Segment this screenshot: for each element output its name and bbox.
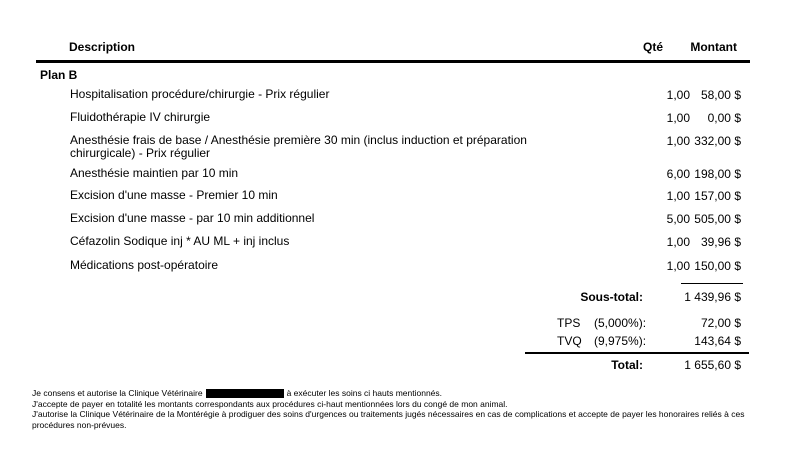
consent-line-1-start: Je consens et autorise la Clinique Vétérinaire (32, 388, 203, 398)
item-qty: 1,00 (666, 88, 690, 102)
item-description: Excision d'une masse - Premier 10 min (70, 188, 278, 202)
consent-line-1-end: à exécuter les soins ci hauts mentionnés. (286, 388, 443, 398)
item-amount: 505,00 $ (694, 212, 741, 226)
consent-line-3: J'autorise la Clinique Vétérinaire de la Montérégie à prodiguer des soins d'urgences ou traitements jugés nécessaires en cas de complications et accepte de payer les honoraires reliés à ces procédures non-prévues. (32, 409, 745, 430)
item-description: Céfazolin Sodique inj * AU ML + inj inclus (70, 234, 290, 248)
item-description: Médications post-opératoire (70, 258, 219, 272)
item-description: Hospitalisation procédure/chirurgie - Prix régulier (70, 87, 330, 101)
item-description: Anesthésie frais de base / Anesthésie première 30 min (inclus induction et préparation chirurgicale) - Prix régulier (70, 133, 527, 160)
item-qty: 1,00 (666, 189, 690, 203)
item-amount: 58,00 $ (700, 88, 741, 102)
item-qty: 1,00 (666, 259, 690, 273)
total-label: Total: (611, 358, 643, 372)
item-qty: 6,00 (666, 167, 690, 181)
item-qty: 1,00 (666, 134, 690, 148)
item-amount: 0,00 $ (707, 111, 741, 125)
tvq-rate: (9,975%): (594, 334, 647, 348)
item-description: Anesthésie maintien par 10 min (70, 166, 239, 180)
subtotal-rule (681, 283, 743, 284)
item-amount: 198,00 $ (694, 167, 741, 181)
item-qty: 1,00 (666, 235, 690, 249)
item-amount: 332,00 $ (694, 134, 741, 148)
subtotal-amount: 1 439,96 $ (684, 290, 741, 304)
tps-amount: 72,00 $ (700, 316, 741, 330)
redaction-block (206, 389, 284, 398)
tvq-amount: 143,64 $ (694, 334, 741, 348)
item-amount: 39,96 $ (700, 235, 741, 249)
tps-rate: (5,000%): (594, 316, 647, 330)
item-description: Fluidothérapie IV chirurgie (70, 110, 211, 124)
header-qty: Qté (642, 40, 663, 54)
header-description: Description (69, 40, 136, 54)
tvq-label: TVQ (557, 334, 582, 348)
item-amount: 150,00 $ (694, 259, 741, 273)
header-amount: Montant (690, 40, 737, 54)
item-description: Excision d'une masse - par 10 min additionnel (70, 211, 315, 225)
header-rule (36, 60, 750, 63)
consent-line-2: J'accepte de payer en totalité les montants correspondants aux procédures ci-haut mentionnées lors du congé de mon animal. (32, 398, 508, 409)
tps-label: TPS (557, 316, 581, 330)
item-amount: 157,00 $ (694, 189, 741, 203)
total-amount: 1 655,60 $ (684, 358, 741, 372)
total-rule (525, 352, 749, 354)
subtotal-label: Sous-total: (580, 290, 643, 304)
item-qty: 5,00 (666, 212, 690, 226)
item-qty: 1,00 (666, 111, 690, 125)
consent-text (32, 388, 762, 430)
consent-line-1 (32, 388, 762, 399)
section-title: Plan B (40, 68, 78, 82)
